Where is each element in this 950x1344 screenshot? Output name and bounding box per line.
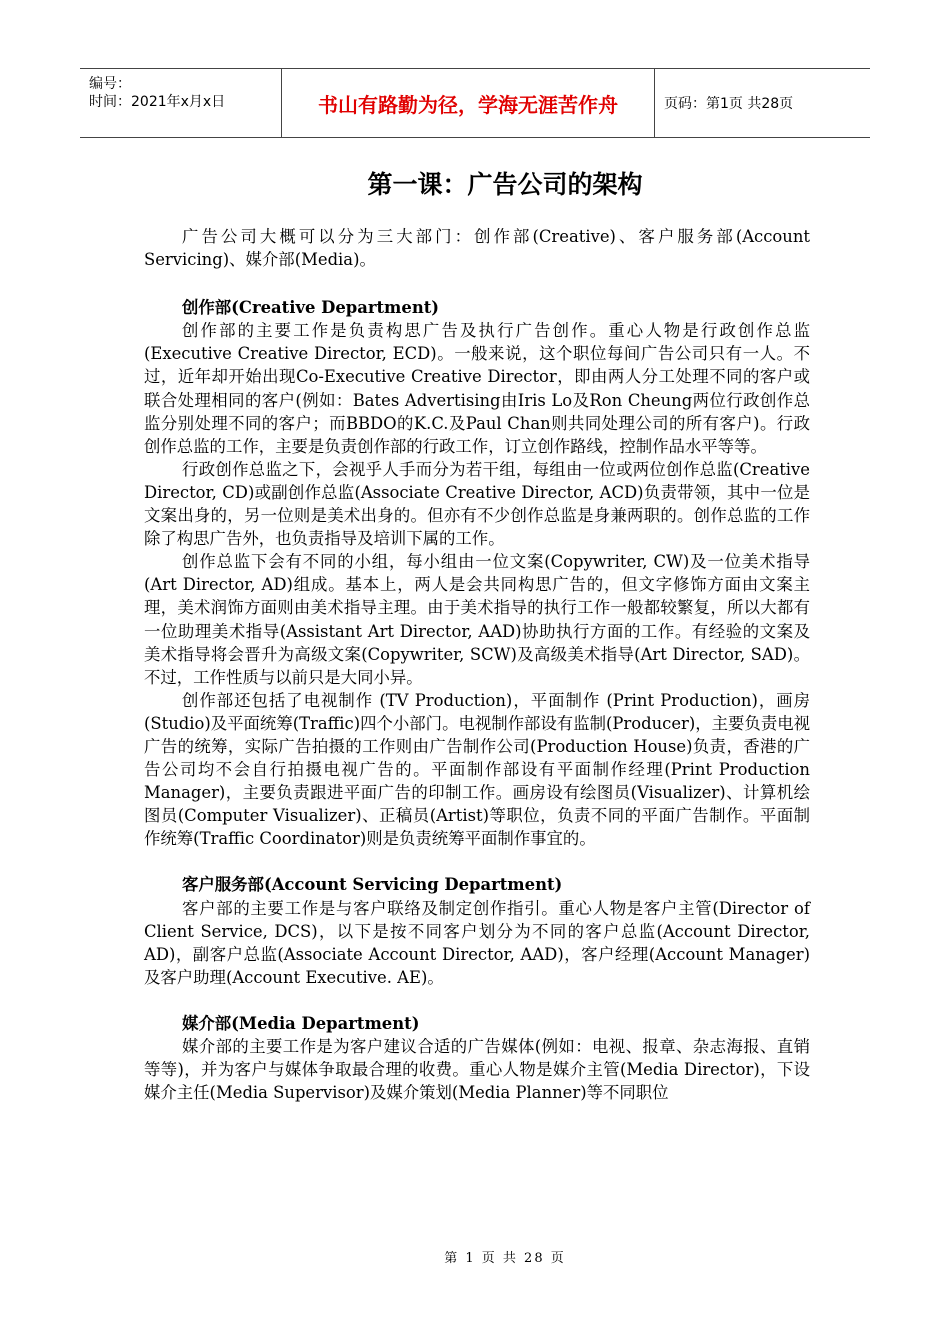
body-paragraph: 行政创作总监之下，会视乎人手而分为若干组，每组由一位或两位创作总监(Creative Director, CD)或副创作总监(Associate Creative Director, ACD)负责带领，其中一位是文案出身的，另一位则是美术出身的。但亦有不少创作总监是身兼两职的。创作总监的工作除了构思广告外，也负责指导及培训下属的工作。 [144, 459, 810, 549]
motto-text: 书山有路勤为径，学海无涯苦作舟 [318, 92, 618, 117]
body-paragraph: 客户部的主要工作是与客户联络及制定创作指引。重心人物是客户主管(Director of Client Service, DCS)，以下是按不同客户划分为不同的客户总监(Account Director, AD)，副客户总监(Associate Account Director, AAD)，客户经理(Account Manager)及客户助理(Account Executive. AE)。 [144, 898, 810, 987]
body-paragraph: 创作总监下会有不同的小组，每小组由一位文案(Copywriter, CW)及一位美术指导(Art Director, AD)组成。基本上，两人是会共同构思广告的，但文字修饰方面由文案主理，美术润饰方面则由美术指导主理。由于美术指导的执行工作一般都较繁复，所以大都有一位助理美术指导(Assistant Art Director, AAD)协助执行方面的工作。有经验的文案及美术指导将会晋升为高级文案(Copywriter, SCW)及高级美术指导(Art Director, SAD)。不过，工作性质与以前只是大同小异。 [144, 552, 810, 687]
section-heading-media: 媒介部(Media Department) [182, 1013, 420, 1033]
body-paragraph: 创作部的主要工作是负责构思广告及执行广告创作。重心人物是行政创作总监(Executive Creative Director, ECD)。一般来说，这个职位每间广告公司只有一人。不过，近年却开始出现Co-Executive Creative Director，即由两人分工处理不同的客户或联合处理相同的客户(例如：Bates Advertising由Iris Lo及Ron Cheung两位行政创作总监分别处理不同的客户；而BBDO的K.C.及Paul Chan则共同处理公司的所有客户)。行政创作总监的工作，主要是负责创作部的行政工作，订立创作路线，控制作品水平等等。 [144, 321, 810, 456]
intro-paragraph: 广告公司大概可以分为三大部门：创作部(Creative)、客户服务部(Account Servicing)、媒介部(Media)。 [144, 227, 810, 270]
header-table [80, 68, 870, 138]
body-paragraph: 创作部还包括了电视制作 (TV Production)，平面制作 (Print Production)，画房(Studio)及平面统筹(Traffic)四个小部门。电视制作部设有监制(Producer)，主要负责电视广告的统筹，实际广告拍摄的工作则由广告制作公司(Production House)负责，香港的广告公司均不会自行拍摄电视广告的。平面制作部设有平面制作经理(Print Production Manager)，主要负责跟进平面广告的印制工作。画房设有绘图员(Visualizer)、计算机绘图员(Computer Visualizer)、正稿员(Artist)等职位，负责不同的平面广告制作。平面制作统筹(Traffic Coordinator)则是负责统筹平面制作事宜的。 [144, 690, 810, 849]
body-paragraph: 媒介部的主要工作是为客户建议合适的广告媒体(例如：电视、报章、杂志海报、直销等等)，并为客户与媒体争取最合理的收费。重心人物是媒介主管(Media Director)，下设媒介主任(Media Supervisor)及媒介策划(Media Planner)等不同职位 [144, 1037, 810, 1103]
page-footer: 第 1 页 共 28 页 [444, 1251, 566, 1266]
header-page-cell [655, 69, 870, 137]
number-label: 编号： [89, 76, 131, 92]
section-heading-account: 客户服务部(Account Servicing Department) [182, 875, 563, 895]
section-heading-creative: 创作部(Creative Department) [182, 298, 440, 318]
page-info: 页码：第1页 共28页 [664, 96, 794, 112]
document-body [144, 225, 810, 1104]
header-left-cell [80, 69, 282, 137]
page-title: 第一课：广告公司的架构 [367, 170, 643, 199]
header-motto-cell [282, 69, 655, 137]
time-label: 时间：2021年x月x日 [89, 94, 226, 110]
